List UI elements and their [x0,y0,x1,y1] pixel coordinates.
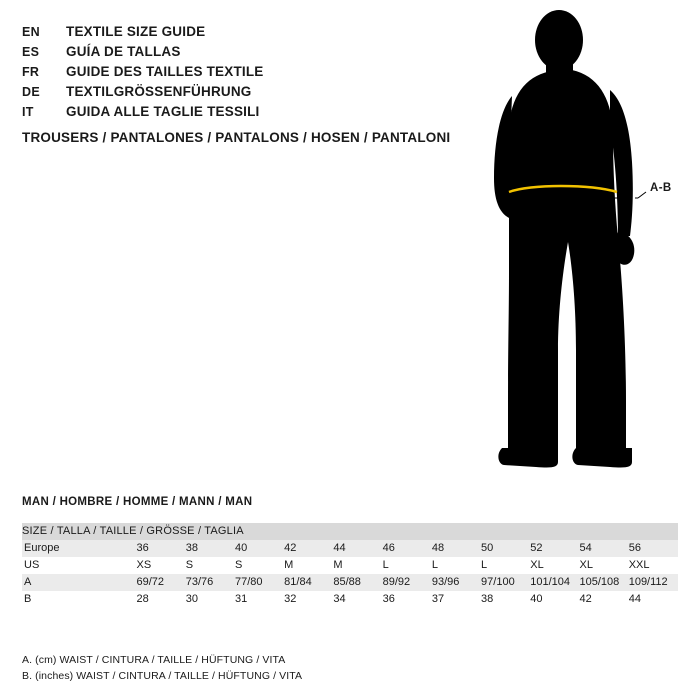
cell: XL [530,557,579,574]
cell: 32 [284,591,333,608]
cell: 69/72 [137,574,186,591]
cell: M [333,557,382,574]
cell: M [284,557,333,574]
table-header-row [22,523,678,540]
cell: 101/104 [530,574,579,591]
cell: 40 [235,540,284,557]
cell: 54 [579,540,628,557]
cell: 50 [481,540,530,557]
cell: L [383,557,432,574]
cell: 36 [137,540,186,557]
cell: 40 [530,591,579,608]
language-row [22,102,462,122]
cell: 93/96 [432,574,481,591]
language-code: IT [22,105,34,119]
cell: 56 [629,540,678,557]
cell: L [432,557,481,574]
cell: 28 [137,591,186,608]
table-row [22,574,678,591]
cell: 48 [432,540,481,557]
cell: 44 [629,591,678,608]
table-row [22,557,678,574]
cell: 109/112 [629,574,678,591]
row-label: Europe [22,540,137,557]
cell: 37 [432,591,481,608]
cell: XS [137,557,186,574]
cell: XXL [629,557,678,574]
footnotes [22,652,302,684]
footnote-b: B. (inches) WAIST / CINTURA / TAILLE / HÜFTUNG / VITA [22,670,303,682]
cell: 38 [481,591,530,608]
table-row [22,540,678,557]
cell: XL [579,557,628,574]
language-row [22,62,462,82]
cell: 38 [186,540,235,557]
language-title: TEXTILGRÖSSENFÜHRUNG [66,84,252,99]
cell: 31 [235,591,284,608]
language-code: EN [22,25,40,39]
row-label: US [22,557,137,574]
cell: 97/100 [481,574,530,591]
cell: 42 [284,540,333,557]
cell: 36 [383,591,432,608]
cell: S [186,557,235,574]
table-header-label: SIZE / TALLA / TAILLE / GRÖSSE / TAGLIA [22,523,678,540]
cell: 105/108 [579,574,628,591]
language-row [22,42,462,62]
language-code: FR [22,65,40,79]
cell: 42 [579,591,628,608]
language-title: GUIDE DES TAILLES TEXTILE [66,64,264,79]
cell: 44 [333,540,382,557]
cell: 77/80 [235,574,284,591]
cell: 73/76 [186,574,235,591]
gender-section-label: MAN / HOMBRE / HOMME / MANN / MAN [22,496,253,508]
language-code: ES [22,45,40,59]
cell: 85/88 [333,574,382,591]
language-code: DE [22,85,40,99]
cell: 34 [333,591,382,608]
size-table [22,523,678,608]
language-title: GUIDA ALLE TAGLIE TESSILI [66,104,260,119]
cell: 89/92 [383,574,432,591]
language-title: GUÍA DE TALLAS [66,44,181,59]
row-label: A [22,574,137,591]
cell: 52 [530,540,579,557]
cell: 46 [383,540,432,557]
cell: L [481,557,530,574]
row-label: B [22,591,137,608]
table-row [22,591,678,608]
cell: 30 [186,591,235,608]
man-silhouette-illustration [460,10,690,475]
language-title: TEXTILE SIZE GUIDE [66,24,206,39]
language-title-list [22,22,462,122]
cell: 81/84 [284,574,333,591]
cell: S [235,557,284,574]
language-row [22,22,462,42]
measurement-label-ab: A-B [650,182,672,194]
garment-type-line: TROUSERS / PANTALONES / PANTALONS / HOSEN / PANTALONI [22,130,451,145]
footnote-a: A. (cm) WAIST / CINTURA / TAILLE / HÜFTUNG / VITA [22,654,286,666]
language-row [22,82,462,102]
